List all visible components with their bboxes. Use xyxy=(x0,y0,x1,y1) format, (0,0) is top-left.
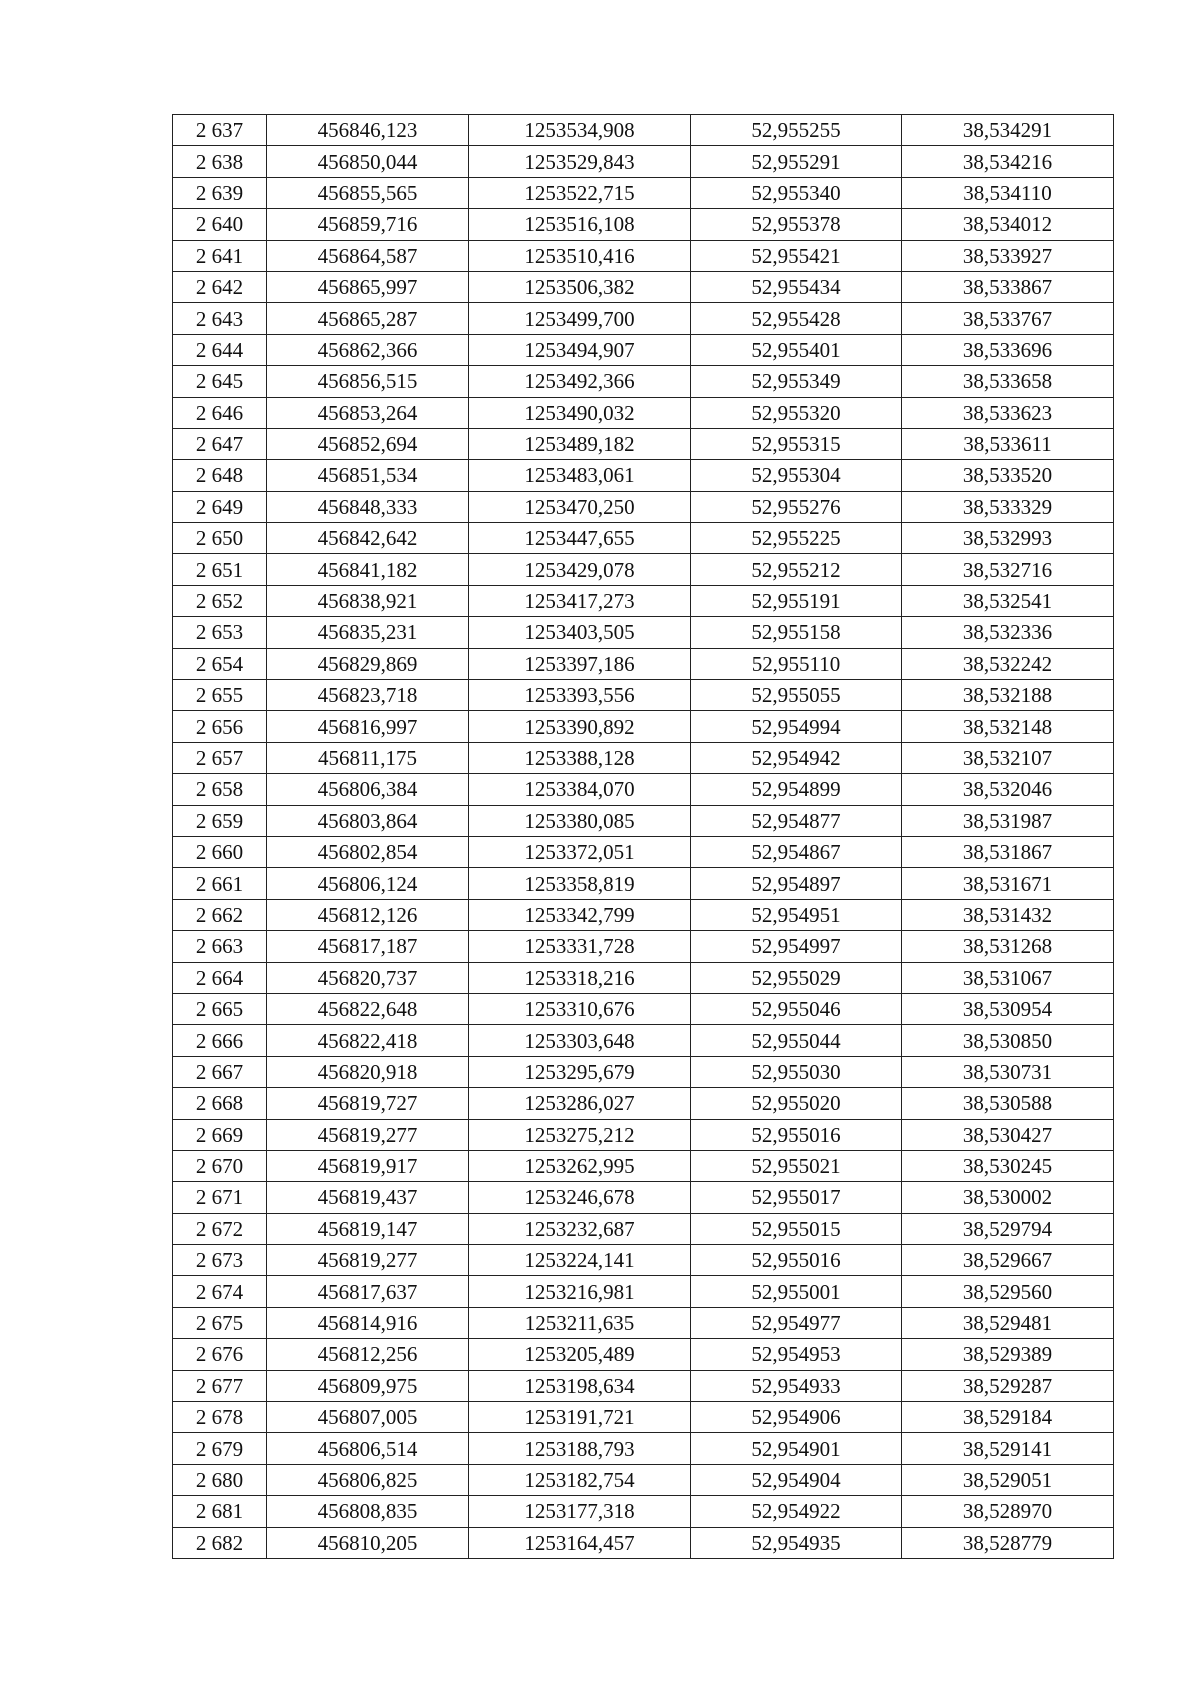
point-number-cell: 2 650 xyxy=(173,523,267,554)
x-coordinate-cell: 456807,005 xyxy=(267,1402,469,1433)
table-row xyxy=(173,1527,1114,1558)
longitude-cell: 38,531671 xyxy=(902,868,1114,899)
y-coordinate-cell: 1253489,182 xyxy=(469,428,691,459)
x-coordinate-cell: 456816,997 xyxy=(267,711,469,742)
coordinates-table xyxy=(172,114,1114,1559)
y-coordinate-cell: 1253303,648 xyxy=(469,1025,691,1056)
y-coordinate-cell: 1253403,505 xyxy=(469,617,691,648)
y-coordinate-cell: 1253224,141 xyxy=(469,1245,691,1276)
latitude-cell: 52,955191 xyxy=(691,585,902,616)
point-number-cell: 2 649 xyxy=(173,491,267,522)
latitude-cell: 52,954953 xyxy=(691,1339,902,1370)
longitude-cell: 38,532188 xyxy=(902,680,1114,711)
latitude-cell: 52,955378 xyxy=(691,209,902,240)
x-coordinate-cell: 456841,182 xyxy=(267,554,469,585)
table-row xyxy=(173,177,1114,208)
point-number-cell: 2 651 xyxy=(173,554,267,585)
longitude-cell: 38,531432 xyxy=(902,899,1114,930)
x-coordinate-cell: 456859,716 xyxy=(267,209,469,240)
table-row xyxy=(173,1150,1114,1181)
y-coordinate-cell: 1253275,212 xyxy=(469,1119,691,1150)
latitude-cell: 52,955110 xyxy=(691,648,902,679)
longitude-cell: 38,529287 xyxy=(902,1370,1114,1401)
table-row xyxy=(173,1276,1114,1307)
x-coordinate-cell: 456851,534 xyxy=(267,460,469,491)
y-coordinate-cell: 1253164,457 xyxy=(469,1527,691,1558)
point-number-cell: 2 668 xyxy=(173,1088,267,1119)
point-number-cell: 2 653 xyxy=(173,617,267,648)
point-number-cell: 2 646 xyxy=(173,397,267,428)
point-number-cell: 2 655 xyxy=(173,680,267,711)
longitude-cell: 38,534110 xyxy=(902,177,1114,208)
latitude-cell: 52,954904 xyxy=(691,1464,902,1495)
table-row xyxy=(173,899,1114,930)
table-row xyxy=(173,617,1114,648)
latitude-cell: 52,955021 xyxy=(691,1150,902,1181)
latitude-cell: 52,954901 xyxy=(691,1433,902,1464)
x-coordinate-cell: 456803,864 xyxy=(267,805,469,836)
x-coordinate-cell: 456822,418 xyxy=(267,1025,469,1056)
x-coordinate-cell: 456811,175 xyxy=(267,742,469,773)
latitude-cell: 52,955029 xyxy=(691,962,902,993)
x-coordinate-cell: 456842,642 xyxy=(267,523,469,554)
x-coordinate-cell: 456802,854 xyxy=(267,836,469,867)
longitude-cell: 38,529794 xyxy=(902,1213,1114,1244)
y-coordinate-cell: 1253470,250 xyxy=(469,491,691,522)
longitude-cell: 38,529184 xyxy=(902,1402,1114,1433)
x-coordinate-cell: 456806,384 xyxy=(267,774,469,805)
longitude-cell: 38,528970 xyxy=(902,1496,1114,1527)
table-row xyxy=(173,1433,1114,1464)
table-row xyxy=(173,962,1114,993)
table-row xyxy=(173,366,1114,397)
x-coordinate-cell: 456819,727 xyxy=(267,1088,469,1119)
point-number-cell: 2 672 xyxy=(173,1213,267,1244)
latitude-cell: 52,955016 xyxy=(691,1245,902,1276)
table-row xyxy=(173,428,1114,459)
x-coordinate-cell: 456838,921 xyxy=(267,585,469,616)
latitude-cell: 52,955046 xyxy=(691,993,902,1024)
y-coordinate-cell: 1253331,728 xyxy=(469,931,691,962)
x-coordinate-cell: 456806,514 xyxy=(267,1433,469,1464)
x-coordinate-cell: 456835,231 xyxy=(267,617,469,648)
y-coordinate-cell: 1253310,676 xyxy=(469,993,691,1024)
point-number-cell: 2 658 xyxy=(173,774,267,805)
x-coordinate-cell: 456820,918 xyxy=(267,1056,469,1087)
longitude-cell: 38,533867 xyxy=(902,271,1114,302)
x-coordinate-cell: 456806,825 xyxy=(267,1464,469,1495)
table-row xyxy=(173,711,1114,742)
x-coordinate-cell: 456820,737 xyxy=(267,962,469,993)
latitude-cell: 52,955055 xyxy=(691,680,902,711)
latitude-cell: 52,954935 xyxy=(691,1527,902,1558)
latitude-cell: 52,955044 xyxy=(691,1025,902,1056)
y-coordinate-cell: 1253342,799 xyxy=(469,899,691,930)
latitude-cell: 52,955017 xyxy=(691,1182,902,1213)
y-coordinate-cell: 1253417,273 xyxy=(469,585,691,616)
x-coordinate-cell: 456809,975 xyxy=(267,1370,469,1401)
x-coordinate-cell: 456829,869 xyxy=(267,648,469,679)
y-coordinate-cell: 1253483,061 xyxy=(469,460,691,491)
longitude-cell: 38,533623 xyxy=(902,397,1114,428)
longitude-cell: 38,529481 xyxy=(902,1307,1114,1338)
x-coordinate-cell: 456823,718 xyxy=(267,680,469,711)
latitude-cell: 52,955276 xyxy=(691,491,902,522)
table-row xyxy=(173,1339,1114,1370)
y-coordinate-cell: 1253447,655 xyxy=(469,523,691,554)
table-row xyxy=(173,1182,1114,1213)
table-row xyxy=(173,1119,1114,1150)
point-number-cell: 2 659 xyxy=(173,805,267,836)
longitude-cell: 38,530588 xyxy=(902,1088,1114,1119)
y-coordinate-cell: 1253286,027 xyxy=(469,1088,691,1119)
point-number-cell: 2 641 xyxy=(173,240,267,271)
point-number-cell: 2 663 xyxy=(173,931,267,962)
point-number-cell: 2 666 xyxy=(173,1025,267,1056)
longitude-cell: 38,532716 xyxy=(902,554,1114,585)
table-row xyxy=(173,209,1114,240)
longitude-cell: 38,533611 xyxy=(902,428,1114,459)
y-coordinate-cell: 1253490,032 xyxy=(469,397,691,428)
table-row xyxy=(173,115,1114,146)
point-number-cell: 2 661 xyxy=(173,868,267,899)
x-coordinate-cell: 456819,277 xyxy=(267,1119,469,1150)
x-coordinate-cell: 456848,333 xyxy=(267,491,469,522)
point-number-cell: 2 662 xyxy=(173,899,267,930)
longitude-cell: 38,529667 xyxy=(902,1245,1114,1276)
table-row xyxy=(173,742,1114,773)
latitude-cell: 52,954922 xyxy=(691,1496,902,1527)
point-number-cell: 2 648 xyxy=(173,460,267,491)
y-coordinate-cell: 1253198,634 xyxy=(469,1370,691,1401)
table-row xyxy=(173,836,1114,867)
point-number-cell: 2 645 xyxy=(173,366,267,397)
table-row xyxy=(173,271,1114,302)
y-coordinate-cell: 1253216,981 xyxy=(469,1276,691,1307)
y-coordinate-cell: 1253318,216 xyxy=(469,962,691,993)
point-number-cell: 2 677 xyxy=(173,1370,267,1401)
y-coordinate-cell: 1253506,382 xyxy=(469,271,691,302)
longitude-cell: 38,533520 xyxy=(902,460,1114,491)
y-coordinate-cell: 1253246,678 xyxy=(469,1182,691,1213)
table-row xyxy=(173,1402,1114,1433)
table-row xyxy=(173,1464,1114,1495)
latitude-cell: 52,955349 xyxy=(691,366,902,397)
longitude-cell: 38,531867 xyxy=(902,836,1114,867)
y-coordinate-cell: 1253516,108 xyxy=(469,209,691,240)
longitude-cell: 38,532148 xyxy=(902,711,1114,742)
latitude-cell: 52,955401 xyxy=(691,334,902,365)
table-row xyxy=(173,523,1114,554)
y-coordinate-cell: 1253390,892 xyxy=(469,711,691,742)
latitude-cell: 52,955255 xyxy=(691,115,902,146)
x-coordinate-cell: 456819,437 xyxy=(267,1182,469,1213)
longitude-cell: 38,530850 xyxy=(902,1025,1114,1056)
longitude-cell: 38,530954 xyxy=(902,993,1114,1024)
point-number-cell: 2 678 xyxy=(173,1402,267,1433)
longitude-cell: 38,532993 xyxy=(902,523,1114,554)
point-number-cell: 2 676 xyxy=(173,1339,267,1370)
latitude-cell: 52,955212 xyxy=(691,554,902,585)
y-coordinate-cell: 1253384,070 xyxy=(469,774,691,805)
point-number-cell: 2 665 xyxy=(173,993,267,1024)
table-row xyxy=(173,146,1114,177)
latitude-cell: 52,955421 xyxy=(691,240,902,271)
point-number-cell: 2 669 xyxy=(173,1119,267,1150)
longitude-cell: 38,534216 xyxy=(902,146,1114,177)
point-number-cell: 2 640 xyxy=(173,209,267,240)
x-coordinate-cell: 456817,637 xyxy=(267,1276,469,1307)
latitude-cell: 52,954977 xyxy=(691,1307,902,1338)
point-number-cell: 2 680 xyxy=(173,1464,267,1495)
latitude-cell: 52,955340 xyxy=(691,177,902,208)
point-number-cell: 2 657 xyxy=(173,742,267,773)
longitude-cell: 38,534012 xyxy=(902,209,1114,240)
latitude-cell: 52,955016 xyxy=(691,1119,902,1150)
point-number-cell: 2 647 xyxy=(173,428,267,459)
y-coordinate-cell: 1253494,907 xyxy=(469,334,691,365)
y-coordinate-cell: 1253372,051 xyxy=(469,836,691,867)
y-coordinate-cell: 1253182,754 xyxy=(469,1464,691,1495)
x-coordinate-cell: 456865,287 xyxy=(267,303,469,334)
latitude-cell: 52,954899 xyxy=(691,774,902,805)
y-coordinate-cell: 1253232,687 xyxy=(469,1213,691,1244)
latitude-cell: 52,954906 xyxy=(691,1402,902,1433)
point-number-cell: 2 652 xyxy=(173,585,267,616)
latitude-cell: 52,955158 xyxy=(691,617,902,648)
point-number-cell: 2 643 xyxy=(173,303,267,334)
longitude-cell: 38,528779 xyxy=(902,1527,1114,1558)
longitude-cell: 38,533696 xyxy=(902,334,1114,365)
latitude-cell: 52,954942 xyxy=(691,742,902,773)
latitude-cell: 52,954877 xyxy=(691,805,902,836)
table-row xyxy=(173,868,1114,899)
point-number-cell: 2 644 xyxy=(173,334,267,365)
table-row xyxy=(173,1307,1114,1338)
longitude-cell: 38,529051 xyxy=(902,1464,1114,1495)
x-coordinate-cell: 456819,917 xyxy=(267,1150,469,1181)
longitude-cell: 38,530427 xyxy=(902,1119,1114,1150)
x-coordinate-cell: 456822,648 xyxy=(267,993,469,1024)
latitude-cell: 52,955434 xyxy=(691,271,902,302)
table-row xyxy=(173,554,1114,585)
point-number-cell: 2 675 xyxy=(173,1307,267,1338)
x-coordinate-cell: 456812,126 xyxy=(267,899,469,930)
x-coordinate-cell: 456855,565 xyxy=(267,177,469,208)
table-row xyxy=(173,1245,1114,1276)
latitude-cell: 52,955291 xyxy=(691,146,902,177)
longitude-cell: 38,533767 xyxy=(902,303,1114,334)
longitude-cell: 38,532541 xyxy=(902,585,1114,616)
table-row xyxy=(173,648,1114,679)
point-number-cell: 2 671 xyxy=(173,1182,267,1213)
latitude-cell: 52,955001 xyxy=(691,1276,902,1307)
latitude-cell: 52,954994 xyxy=(691,711,902,742)
point-number-cell: 2 637 xyxy=(173,115,267,146)
longitude-cell: 38,529141 xyxy=(902,1433,1114,1464)
longitude-cell: 38,532242 xyxy=(902,648,1114,679)
latitude-cell: 52,954997 xyxy=(691,931,902,962)
point-number-cell: 2 673 xyxy=(173,1245,267,1276)
coordinates-table-body xyxy=(173,115,1114,1559)
longitude-cell: 38,531987 xyxy=(902,805,1114,836)
table-row xyxy=(173,397,1114,428)
y-coordinate-cell: 1253262,995 xyxy=(469,1150,691,1181)
longitude-cell: 38,532336 xyxy=(902,617,1114,648)
y-coordinate-cell: 1253191,721 xyxy=(469,1402,691,1433)
x-coordinate-cell: 456819,147 xyxy=(267,1213,469,1244)
table-row xyxy=(173,774,1114,805)
table-row xyxy=(173,585,1114,616)
longitude-cell: 38,530731 xyxy=(902,1056,1114,1087)
x-coordinate-cell: 456864,587 xyxy=(267,240,469,271)
table-row xyxy=(173,680,1114,711)
x-coordinate-cell: 456810,205 xyxy=(267,1527,469,1558)
longitude-cell: 38,529389 xyxy=(902,1339,1114,1370)
y-coordinate-cell: 1253188,793 xyxy=(469,1433,691,1464)
longitude-cell: 38,534291 xyxy=(902,115,1114,146)
point-number-cell: 2 667 xyxy=(173,1056,267,1087)
table-row xyxy=(173,460,1114,491)
table-row xyxy=(173,805,1114,836)
x-coordinate-cell: 456806,124 xyxy=(267,868,469,899)
y-coordinate-cell: 1253534,908 xyxy=(469,115,691,146)
point-number-cell: 2 654 xyxy=(173,648,267,679)
x-coordinate-cell: 456814,916 xyxy=(267,1307,469,1338)
point-number-cell: 2 638 xyxy=(173,146,267,177)
x-coordinate-cell: 456819,277 xyxy=(267,1245,469,1276)
y-coordinate-cell: 1253211,635 xyxy=(469,1307,691,1338)
point-number-cell: 2 682 xyxy=(173,1527,267,1558)
table-row xyxy=(173,240,1114,271)
x-coordinate-cell: 456817,187 xyxy=(267,931,469,962)
y-coordinate-cell: 1253510,416 xyxy=(469,240,691,271)
table-row xyxy=(173,303,1114,334)
y-coordinate-cell: 1253522,715 xyxy=(469,177,691,208)
point-number-cell: 2 674 xyxy=(173,1276,267,1307)
x-coordinate-cell: 456853,264 xyxy=(267,397,469,428)
table-row xyxy=(173,1088,1114,1119)
x-coordinate-cell: 456862,366 xyxy=(267,334,469,365)
table-row xyxy=(173,334,1114,365)
longitude-cell: 38,531067 xyxy=(902,962,1114,993)
y-coordinate-cell: 1253358,819 xyxy=(469,868,691,899)
latitude-cell: 52,955304 xyxy=(691,460,902,491)
longitude-cell: 38,530245 xyxy=(902,1150,1114,1181)
point-number-cell: 2 681 xyxy=(173,1496,267,1527)
latitude-cell: 52,954933 xyxy=(691,1370,902,1401)
point-number-cell: 2 679 xyxy=(173,1433,267,1464)
y-coordinate-cell: 1253529,843 xyxy=(469,146,691,177)
x-coordinate-cell: 456856,515 xyxy=(267,366,469,397)
longitude-cell: 38,530002 xyxy=(902,1182,1114,1213)
latitude-cell: 52,955428 xyxy=(691,303,902,334)
x-coordinate-cell: 456812,256 xyxy=(267,1339,469,1370)
longitude-cell: 38,532107 xyxy=(902,742,1114,773)
y-coordinate-cell: 1253492,366 xyxy=(469,366,691,397)
table-row xyxy=(173,1213,1114,1244)
x-coordinate-cell: 456852,694 xyxy=(267,428,469,459)
point-number-cell: 2 670 xyxy=(173,1150,267,1181)
longitude-cell: 38,533927 xyxy=(902,240,1114,271)
y-coordinate-cell: 1253499,700 xyxy=(469,303,691,334)
point-number-cell: 2 639 xyxy=(173,177,267,208)
table-row xyxy=(173,491,1114,522)
point-number-cell: 2 642 xyxy=(173,271,267,302)
table-row xyxy=(173,1370,1114,1401)
latitude-cell: 52,955315 xyxy=(691,428,902,459)
y-coordinate-cell: 1253380,085 xyxy=(469,805,691,836)
point-number-cell: 2 664 xyxy=(173,962,267,993)
latitude-cell: 52,954951 xyxy=(691,899,902,930)
latitude-cell: 52,954867 xyxy=(691,836,902,867)
longitude-cell: 38,531268 xyxy=(902,931,1114,962)
longitude-cell: 38,532046 xyxy=(902,774,1114,805)
point-number-cell: 2 660 xyxy=(173,836,267,867)
table-row xyxy=(173,1056,1114,1087)
x-coordinate-cell: 456808,835 xyxy=(267,1496,469,1527)
latitude-cell: 52,955015 xyxy=(691,1213,902,1244)
y-coordinate-cell: 1253393,556 xyxy=(469,680,691,711)
y-coordinate-cell: 1253397,186 xyxy=(469,648,691,679)
y-coordinate-cell: 1253177,318 xyxy=(469,1496,691,1527)
table-row xyxy=(173,1025,1114,1056)
table-row xyxy=(173,931,1114,962)
table-row xyxy=(173,993,1114,1024)
point-number-cell: 2 656 xyxy=(173,711,267,742)
latitude-cell: 52,955225 xyxy=(691,523,902,554)
longitude-cell: 38,529560 xyxy=(902,1276,1114,1307)
latitude-cell: 52,955020 xyxy=(691,1088,902,1119)
y-coordinate-cell: 1253205,489 xyxy=(469,1339,691,1370)
latitude-cell: 52,955030 xyxy=(691,1056,902,1087)
table-row xyxy=(173,1496,1114,1527)
x-coordinate-cell: 456865,997 xyxy=(267,271,469,302)
y-coordinate-cell: 1253388,128 xyxy=(469,742,691,773)
longitude-cell: 38,533658 xyxy=(902,366,1114,397)
latitude-cell: 52,955320 xyxy=(691,397,902,428)
x-coordinate-cell: 456850,044 xyxy=(267,146,469,177)
y-coordinate-cell: 1253295,679 xyxy=(469,1056,691,1087)
y-coordinate-cell: 1253429,078 xyxy=(469,554,691,585)
longitude-cell: 38,533329 xyxy=(902,491,1114,522)
latitude-cell: 52,954897 xyxy=(691,868,902,899)
x-coordinate-cell: 456846,123 xyxy=(267,115,469,146)
